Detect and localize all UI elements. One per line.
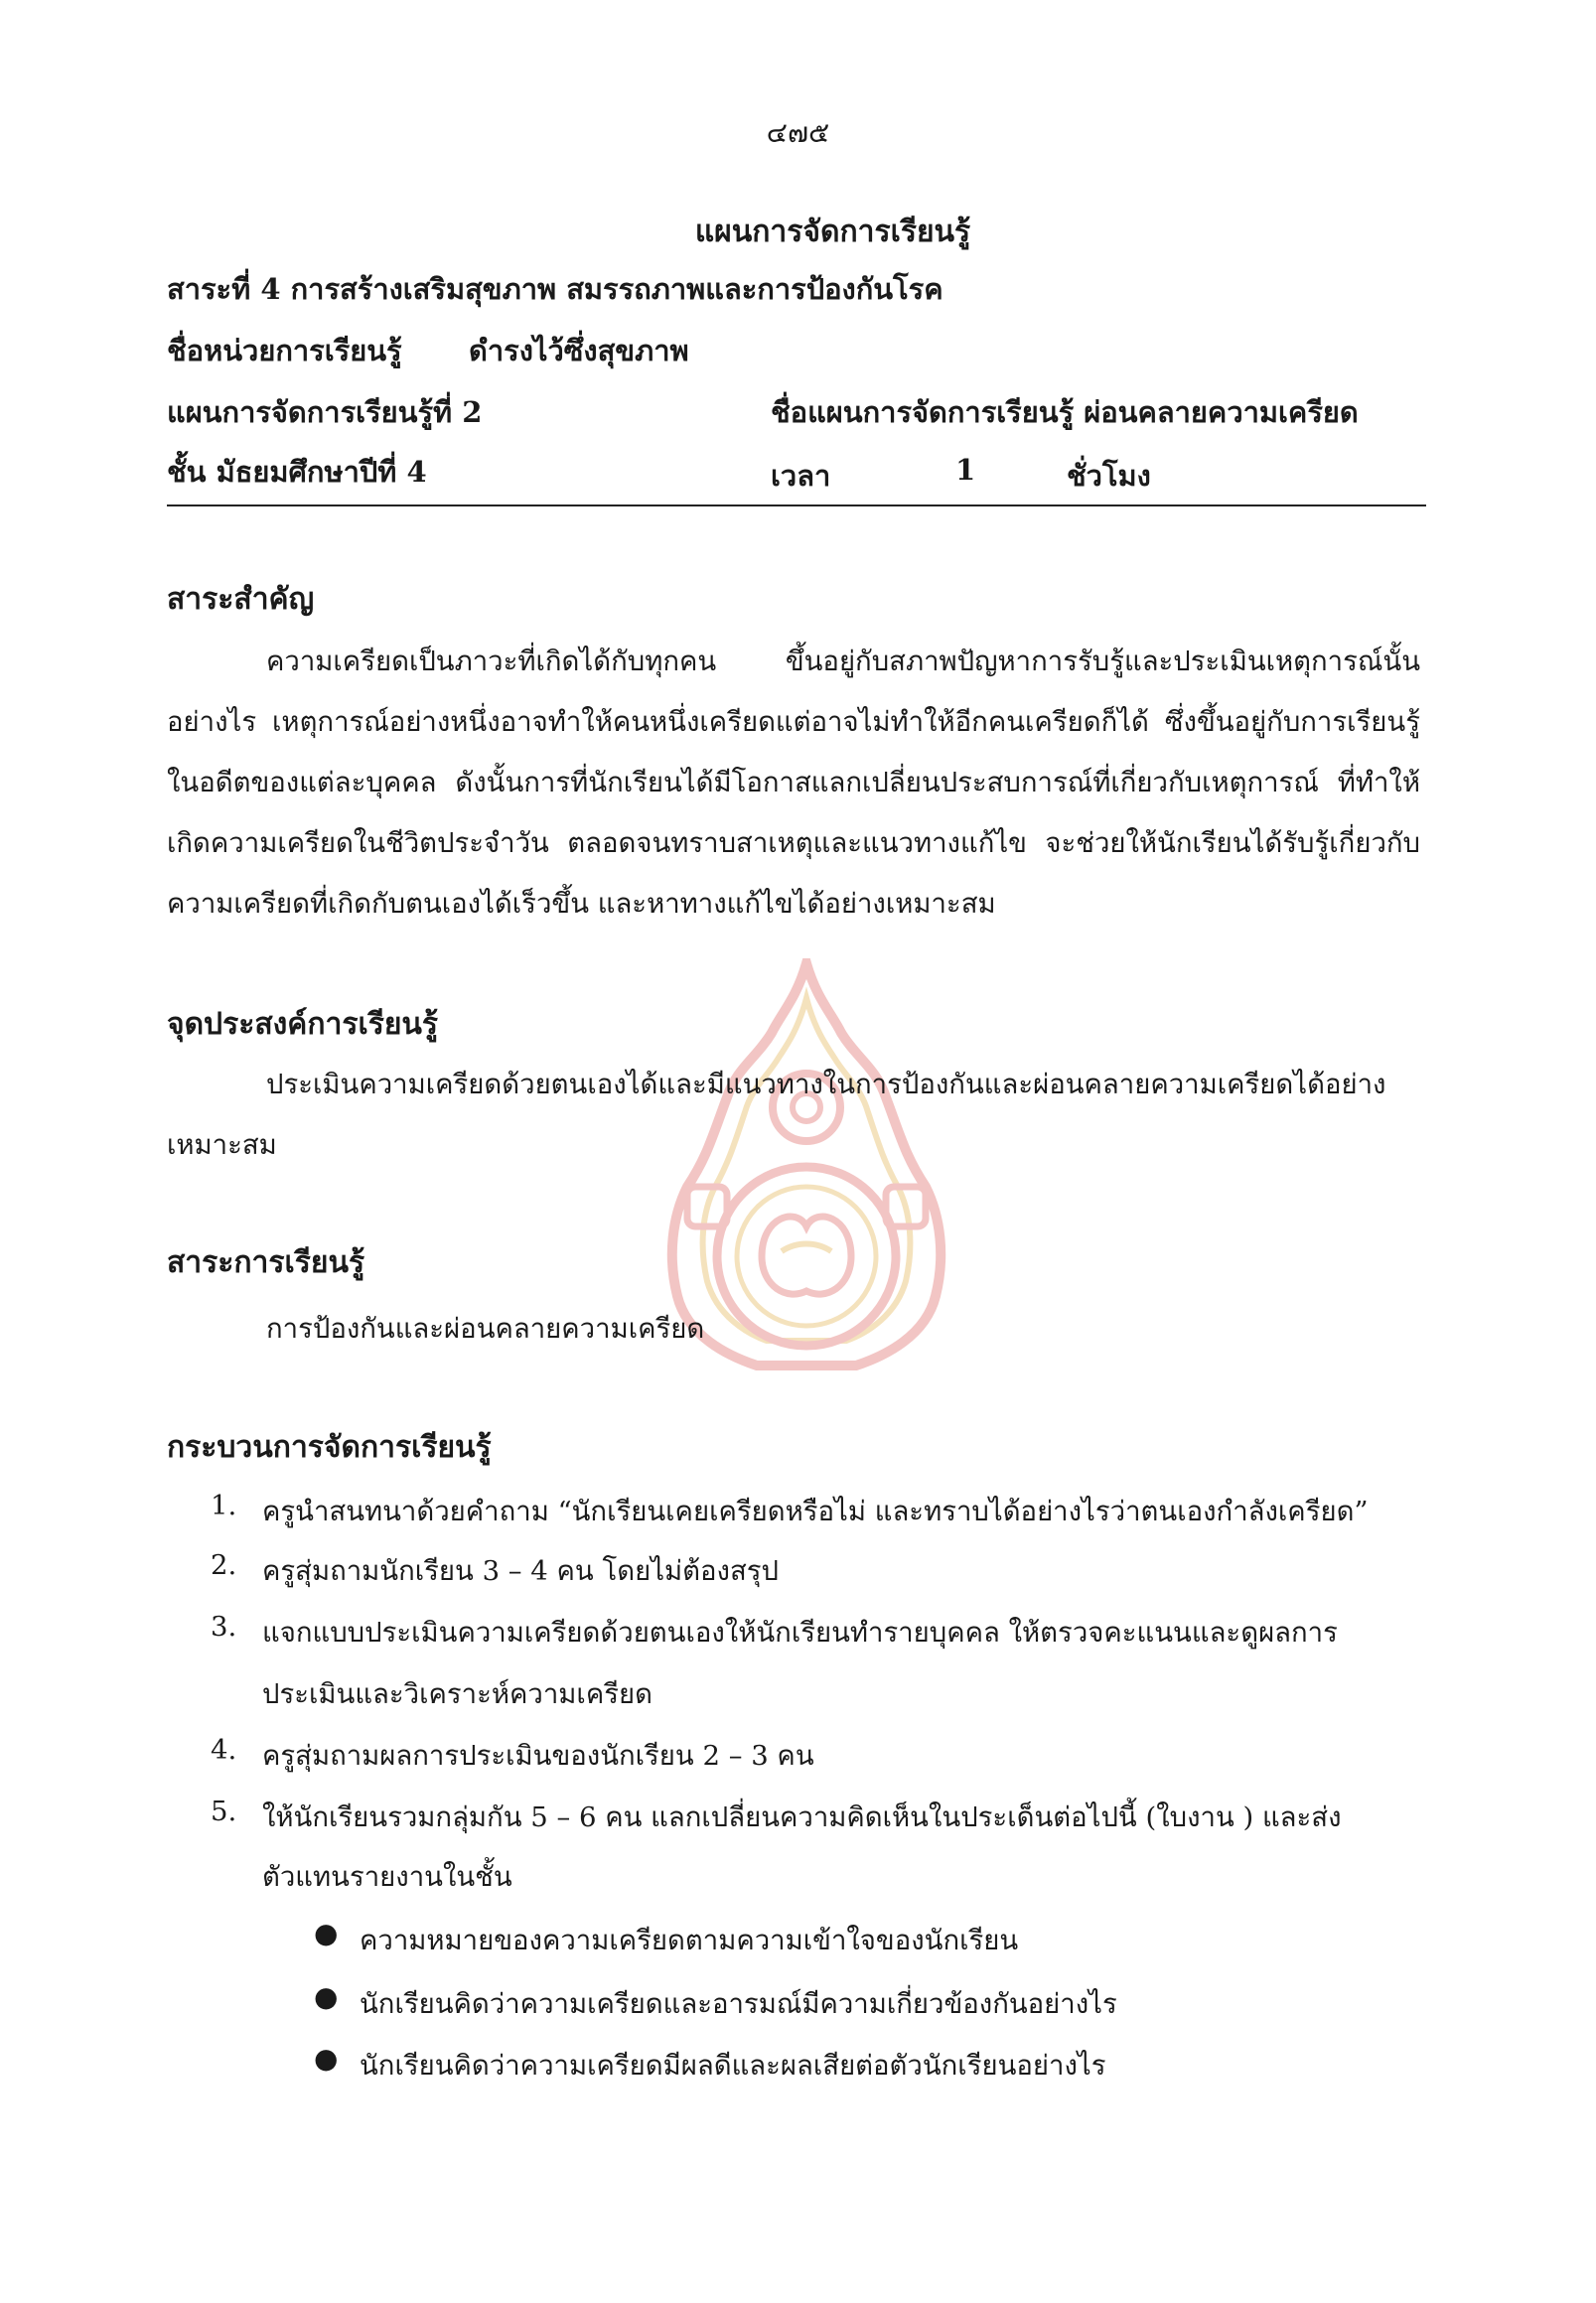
step-text-continued: ตัวแทนรายงานในชั้น: [262, 1861, 512, 1893]
step-number: 4.: [211, 1734, 237, 1766]
time-label: เวลา: [771, 459, 831, 493]
header-divider: [167, 504, 1426, 506]
unit-name: ดำรงไว้ซึ่งสุขภาพ: [469, 334, 689, 367]
plan-name: ชื่อแผนการจัดการเรียนรู้ ผ่อนคลายความเครียด: [771, 395, 1359, 429]
bullet-text: นักเรียนคิดว่าความเครียดมีผลดีและผลเสียต่อตัวนักเรียนอย่างไร: [360, 2050, 1106, 2082]
content-heading: สาระการเรียนรู้: [167, 1245, 365, 1280]
time-unit: ชั่วโมง: [1067, 459, 1151, 493]
step-number: 3.: [211, 1611, 237, 1643]
objective-text: ประเมินความเครียดด้วยตนเองได้และมีแนวทางในการป้องกันและผ่อนคลายความเครียดได้อย่างเหมาะสม: [167, 1069, 1386, 1161]
objective-heading: จุดประสงค์การเรียนรู้: [167, 1007, 439, 1042]
step-text: ให้นักเรียนรวมกลุ่มกัน 5 – 6 คน แลกเปลี่ยนความคิดเห็นในประเด็นต่อไปนี้ (ใบงาน ) และส่ง: [262, 1801, 1342, 1833]
content-text: การป้องกันและผ่อนคลายความเครียด: [266, 1313, 705, 1345]
unit-label: ชื่อหน่วยการเรียนรู้: [167, 334, 402, 367]
step-number: 2.: [211, 1549, 237, 1581]
bullet-text: นักเรียนคิดว่าความเครียดและอารมณ์มีความเกี่ยวข้องกันอย่างไร: [360, 1988, 1117, 2020]
bullet-icon: ●: [314, 1980, 339, 2013]
plan-number: แผนการจัดการเรียนรู้ที่ 2: [167, 395, 483, 429]
step-text: ครูสุ่มถามผลการประเมินของนักเรียน 2 – 3 คน: [262, 1740, 814, 1772]
step-text: แจกแบบประเมินความเครียดด้วยตนเองให้นักเรียนทำรายบุคคล ให้ตรวจคะแนนและดูผลการ: [262, 1617, 1338, 1649]
process-heading: กระบวนการจัดการเรียนรู้: [167, 1430, 492, 1465]
time-value: 1: [955, 453, 976, 487]
step-text-continued: ประเมินและวิเคราะห์ความเครียด: [262, 1678, 653, 1710]
grade-level: ชั้น มัธยมศึกษาปีที่ 4: [167, 455, 427, 489]
step-text: ครูสุ่มถามนักเรียน 3 – 4 คน โดยไม่ต้องสรุป: [262, 1555, 779, 1587]
step-number: 1.: [211, 1490, 237, 1521]
step-number: 5.: [211, 1796, 237, 1827]
step-text: ครูนำสนทนาด้วยคำถาม “นักเรียนเคยเครียดหรือไม่ และทราบได้อย่างไรว่าตนเองกำลังเครียด”: [262, 1496, 1369, 1527]
key-concept-text: ความเครียดเป็นภาวะที่เกิดได้กับทุกคน ขึ้นอยู่กับสภาพปัญหาการรับรู้และประเมินเหตุการณ์นั้นอย่างไร เหตุการณ์อย่างหนึ่งอาจทำให้คนหนึ่งเครียดแต่อาจไม่ทำให้อีกคนเครียดก็ได้ ซึ่งขึ้นอยู่กับการเรียนรู้ในอดีตของแต่ละบุคคล ดังนั้นการที่นักเรียนได้มีโอกาสแลกเปลี่ยนประสบการณ์ที่เกี่ยวกับเหตุการณ์ ที่ทำให้เกิดความเครียดในชีวิตประจำวัน ตลอดจนทราบสาเหตุและแนวทางแก้ไข จะช่วยให้นักเรียนได้รับรู้เกี่ยวกับความเครียดที่เกิดกับตนเองได้เร็วขึ้น และหาทางแก้ไขได้อย่างเหมาะสม: [167, 646, 1420, 920]
bullet-icon: ●: [314, 2042, 339, 2075]
key-concept-heading: สาระสำคัญ: [167, 582, 315, 617]
bullet-icon: ●: [314, 1917, 339, 1949]
strand-line: สาระที่ 4 การสร้างเสริมสุขภาพ สมรรถภาพและการป้องกันโรค: [167, 272, 943, 306]
document-title: แผนการจัดการเรียนรู้: [694, 215, 971, 249]
page-number: ๔๗๕: [766, 116, 830, 149]
bullet-text: ความหมายของความเครียดตามความเข้าใจของนักเรียน: [360, 1925, 1019, 1956]
